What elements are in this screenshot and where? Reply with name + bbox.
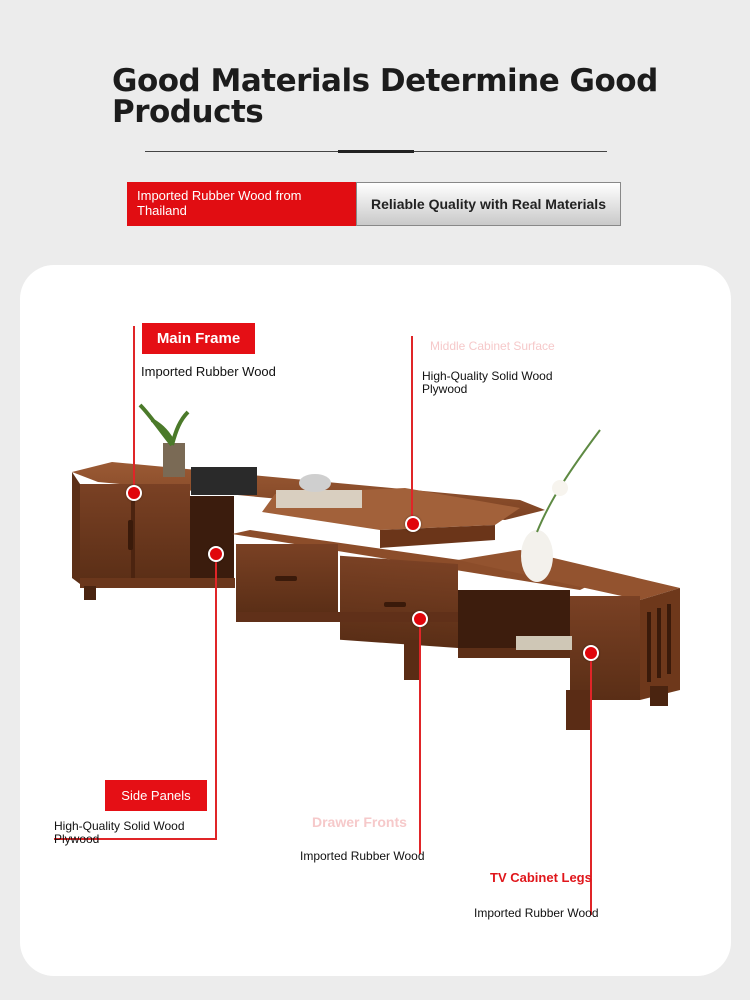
side-panels-leader-line	[215, 553, 217, 839]
drawer-fronts-material: Imported Rubber Wood	[300, 849, 425, 863]
plant-leaves	[140, 405, 188, 445]
middle-surface-material-line1: High-Quality Solid Wood	[422, 369, 553, 383]
leg-back-right	[650, 686, 668, 706]
drawer-right	[340, 556, 458, 648]
banner-quality-label: Reliable Quality with Real Materials	[356, 182, 621, 226]
left-side-panel	[72, 472, 80, 584]
leg-front-right	[566, 690, 590, 730]
main-frame-marker	[126, 485, 142, 501]
open-shelf	[190, 496, 234, 586]
legs-title: TV Cabinet Legs	[490, 870, 592, 885]
side-panels-material-line2: Plywood	[54, 832, 100, 846]
decor-books	[276, 490, 362, 508]
side-panels-marker	[208, 546, 224, 562]
left-door-handle	[128, 520, 133, 550]
main-frame-material: Imported Rubber Wood	[141, 364, 276, 379]
left-base	[80, 578, 235, 588]
leg-middle	[404, 640, 420, 680]
main-frame-title: Main Frame	[142, 323, 255, 354]
vase-branch	[537, 430, 600, 532]
left-foot	[84, 586, 96, 600]
page-headline: Good Materials Determine Good Products	[112, 63, 658, 130]
drawer-handle-right	[384, 602, 406, 607]
shelf-book	[516, 636, 572, 650]
decor-vase	[521, 530, 553, 582]
drawer-handle-left	[275, 576, 297, 581]
middle-surface-title: Middle Cabinet Surface	[430, 339, 555, 353]
decor-bird	[299, 474, 331, 492]
plant-pot	[163, 443, 185, 477]
vase-flower	[552, 480, 568, 496]
banner-origin-label: Imported Rubber Wood from Thailand	[127, 182, 356, 226]
drawer-fronts-leader-line	[419, 624, 421, 854]
main-frame-leader-line	[133, 326, 135, 494]
slat-2	[657, 608, 661, 678]
slat-1	[647, 612, 651, 682]
right-end-block	[570, 596, 640, 700]
legs-marker	[583, 645, 599, 661]
side-panels-material-line1: High-Quality Solid Wood	[54, 819, 185, 833]
middle-surface-leader-line	[411, 336, 413, 522]
drawer-fronts-marker	[412, 611, 428, 627]
side-panels-title: Side Panels	[105, 780, 207, 811]
decor-box	[191, 467, 257, 495]
middle-surface-marker	[405, 516, 421, 532]
slat-3	[667, 604, 671, 674]
drawer-fronts-title: Drawer Fronts	[312, 814, 407, 830]
middle-surface-material-line2: Plywood	[422, 382, 468, 396]
legs-material: Imported Rubber Wood	[474, 906, 599, 920]
